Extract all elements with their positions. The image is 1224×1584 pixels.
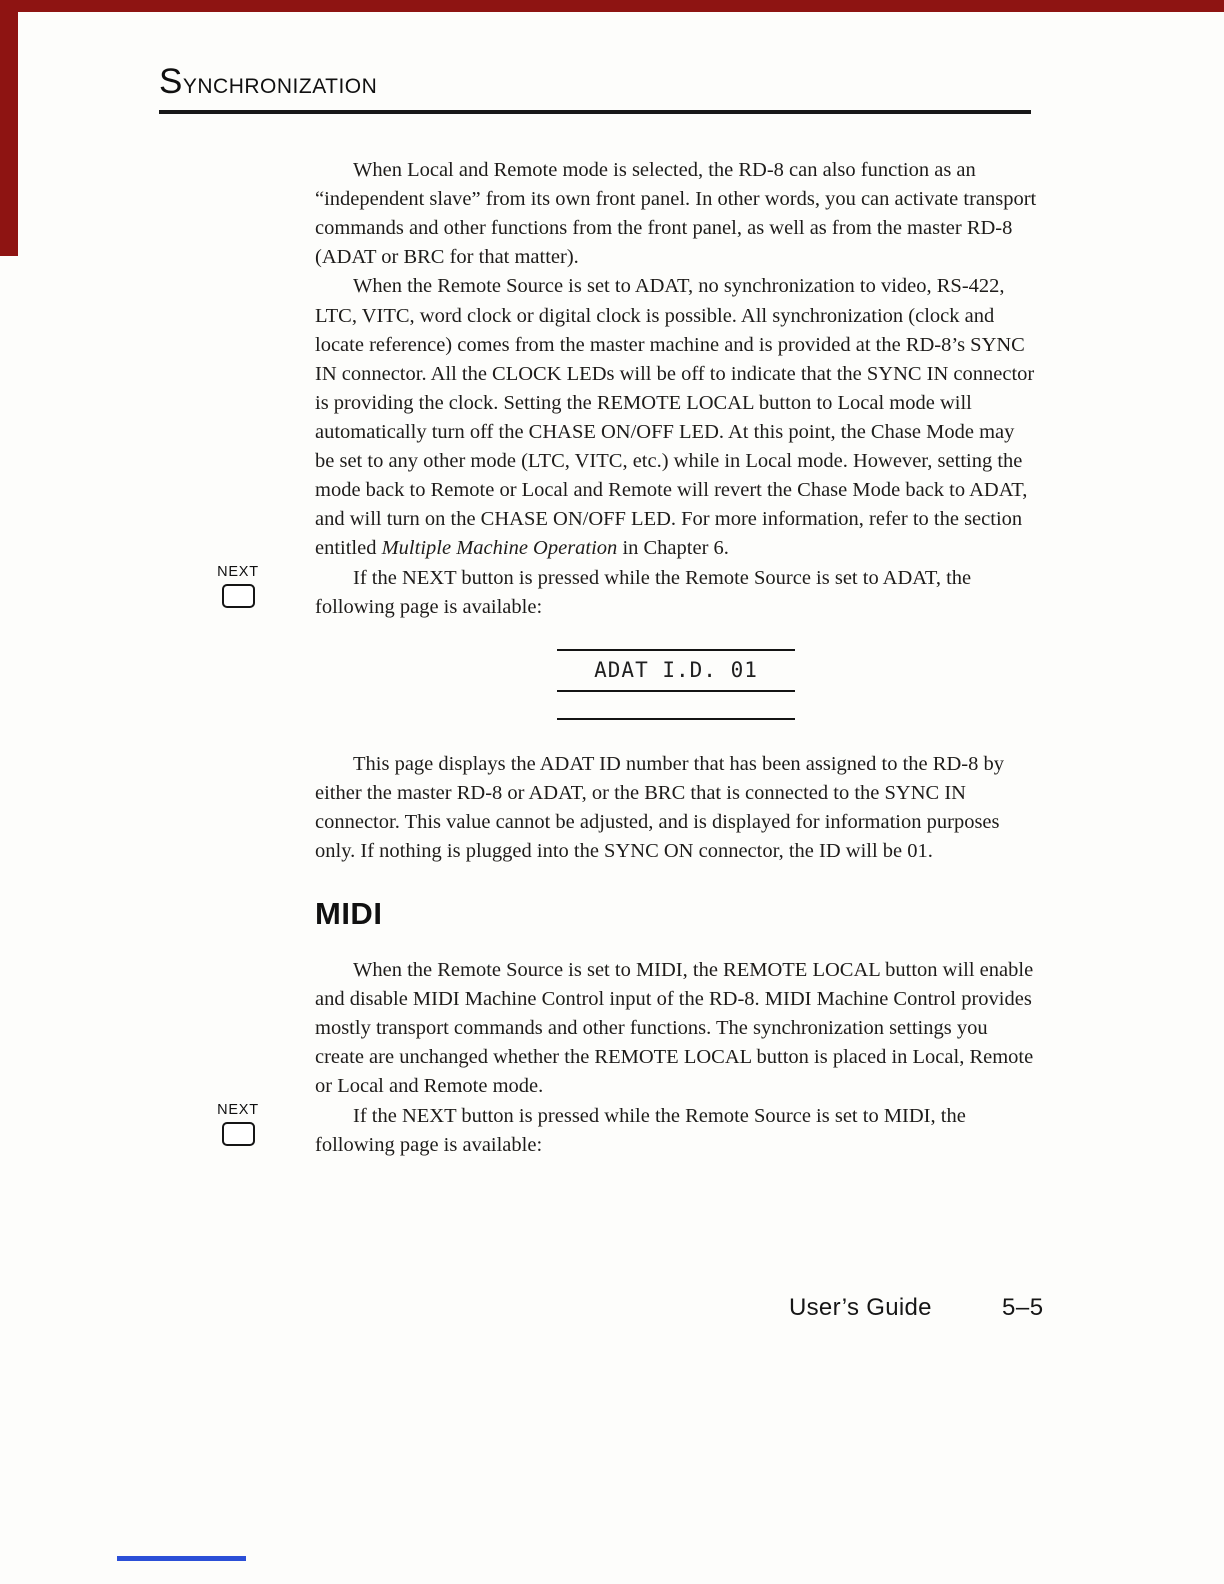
next-button-label: NEXT <box>217 1101 259 1118</box>
paragraph-text: in Chapter 6. <box>617 537 729 560</box>
section-heading-midi: MIDI <box>315 896 383 931</box>
paragraph <box>315 272 1037 563</box>
paragraph: If the NEXT button is pressed while the Remote Source is set to MIDI, the following page is available: <box>315 1104 966 1156</box>
lcd-display-figure <box>557 649 795 720</box>
paragraph: If the NEXT button is pressed while the Remote Source is set to ADAT, the following page is available: <box>315 566 972 618</box>
footer-guide-label: User’s Guide <box>789 1294 932 1321</box>
next-button-icon <box>222 1122 255 1146</box>
next-button-label: NEXT <box>217 563 259 580</box>
paragraph-text: When the Remote Source is set to ADAT, no synchronization to video, RS-422, LTC, VITC, word clock or digital clock is possible. All synchronization (clock and locate reference) comes from the master machine and is provided at the RD-8’s SYNC IN connector. All the CLOCK LEDs will be off to indicate that the SYNC IN connector is providing the clock. Setting the REMOTE LOCAL button to Local mode will automatically turn off the CHASE ON/OFF LED. At this point, the Chase Mode may be set to any other mode (LTC, VITC, etc.) while in Local mode. However, setting the mode back to Remote or Local and Remote will revert the Chase Mode back to ADAT, and will turn on the CHASE ON/OFF LED. For more information, refer to the section entitled <box>315 275 1035 560</box>
scan-mark-blue-line <box>117 1556 246 1561</box>
paragraph: This page displays the ADAT ID number that has been assigned to the RD-8 by either the master RD-8 or ADAT, or the BRC that is connected to the SYNC IN connector. This value cannot be adjusted, and is displayed for information purposes only. If nothing is plugged into the SYNC ON connector, the ID will be 01. <box>315 752 1004 862</box>
paragraph-italic: Multiple Machine Operation <box>381 537 618 560</box>
next-button-icon <box>222 584 255 608</box>
scan-edge-left <box>0 0 18 256</box>
body-text <box>217 156 1037 1160</box>
paragraph-with-margin-icon <box>217 563 1037 622</box>
scan-edge-top <box>0 0 1224 12</box>
page-title <box>159 64 377 99</box>
lcd-display-text: ADAT I.D. 01 <box>557 651 795 692</box>
paragraph-with-margin-icon <box>217 1101 1037 1160</box>
page-title-rest: YNCHRONIZATION <box>182 75 378 98</box>
next-button-figure <box>207 1103 269 1147</box>
paragraph: When Local and Remote mode is selected, the RD-8 can also function as an “independent slave” from its own front panel. In other words, you can activate transport commands and other functions from the front panel, as well as from the master RD-8 (ADAT or BRC for that matter). <box>315 159 1037 269</box>
header-rule <box>159 110 1031 114</box>
footer-page-number: 5–5 <box>1002 1294 1044 1321</box>
page-title-initial: S <box>159 62 183 101</box>
next-button-figure <box>207 565 269 609</box>
paragraph: When the Remote Source is set to MIDI, the REMOTE LOCAL button will enable and disable MIDI Machine Control input of the RD-8. MIDI Machine Control provides mostly transport commands and other functions. The synchronization settings you create are unchanged whether the REMOTE LOCAL button is placed in Local, Remote or Local and Remote mode. <box>315 959 1034 1098</box>
lcd-display-blank-row <box>557 692 795 718</box>
